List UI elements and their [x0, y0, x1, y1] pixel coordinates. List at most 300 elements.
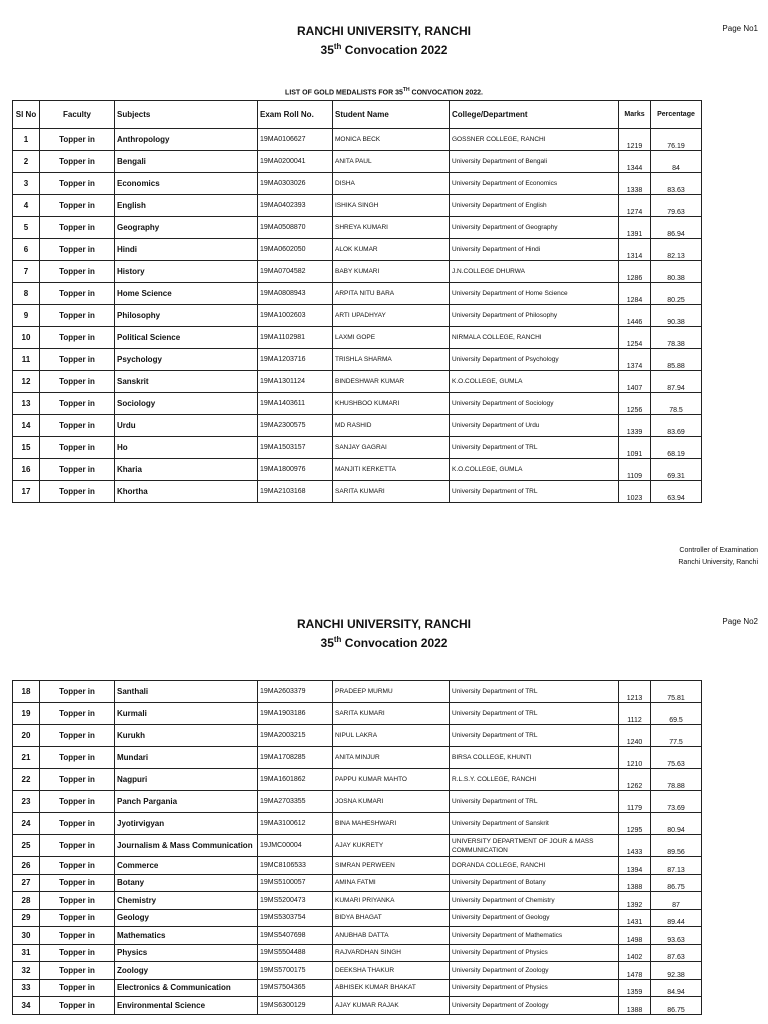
- cell-student: DEEKSHA THAKUR: [333, 962, 450, 980]
- table-row: [13, 217, 702, 239]
- cell-faculty: Topper in: [40, 305, 115, 327]
- list-title: LIST OF GOLD MEDALISTS FOR 35TH CONVOCATION 2022.: [285, 87, 483, 97]
- cell-subject: Hindi: [115, 239, 258, 261]
- table-row: [13, 349, 702, 371]
- cell-student: SARITA KUMARI: [333, 481, 450, 503]
- cell-roll: 19MS5303754: [258, 909, 333, 927]
- cell-marks: 1240: [619, 725, 651, 747]
- table-row: [13, 681, 702, 703]
- table-row: [13, 927, 702, 945]
- cell-roll: 19MA0704582: [258, 261, 333, 283]
- cell-college: K.O.COLLEGE, GUMLA: [450, 371, 619, 393]
- cell-faculty: Topper in: [40, 927, 115, 945]
- cell-percentage: 89.44: [651, 909, 702, 927]
- cell-roll: 19MA1903186: [258, 703, 333, 725]
- cell-roll: 19MA1708285: [258, 747, 333, 769]
- table-row: [13, 725, 702, 747]
- cell-roll: 19MS6300129: [258, 997, 333, 1015]
- cell-sl: 20: [13, 725, 40, 747]
- table-row: [13, 327, 702, 349]
- cell-sl: 25: [13, 835, 40, 857]
- cell-subject: Kurukh: [115, 725, 258, 747]
- cell-subject: Bengali: [115, 151, 258, 173]
- cell-student: TRISHLA SHARMA: [333, 349, 450, 371]
- cell-marks: 1109: [619, 459, 651, 481]
- cell-sl: 14: [13, 415, 40, 437]
- cell-marks: 1446: [619, 305, 651, 327]
- cell-marks: 1388: [619, 874, 651, 892]
- cell-student: DISHA: [333, 173, 450, 195]
- cell-roll: 19MS5200473: [258, 892, 333, 910]
- cell-student: KHUSHBOO KUMARI: [333, 393, 450, 415]
- cell-roll: 19MA1800976: [258, 459, 333, 481]
- cell-percentage: 89.56: [651, 835, 702, 857]
- cell-student: SHREYA KUMARI: [333, 217, 450, 239]
- cell-sl: 18: [13, 681, 40, 703]
- table-row: [13, 151, 702, 173]
- cell-student: JOSNA KUMARI: [333, 791, 450, 813]
- cell-subject: Commerce: [115, 857, 258, 875]
- cell-subject: Khortha: [115, 481, 258, 503]
- table-header: [13, 101, 702, 129]
- table-row: [13, 415, 702, 437]
- cell-subject: Mathematics: [115, 927, 258, 945]
- cell-marks: 1254: [619, 327, 651, 349]
- convocation-title: 35th Convocation 2022: [320, 42, 448, 57]
- cell-college: University Department of Geography: [450, 217, 619, 239]
- cell-college: University Department of TRL: [450, 681, 619, 703]
- header-faculty: Faculty: [40, 101, 115, 129]
- table-row: [13, 371, 702, 393]
- cell-percentage: 92.38: [651, 962, 702, 980]
- cell-subject: Jyotirvigyan: [115, 813, 258, 835]
- cell-subject: Psychology: [115, 349, 258, 371]
- cell-college: University Department of English: [450, 195, 619, 217]
- cell-faculty: Topper in: [40, 857, 115, 875]
- cell-faculty: Topper in: [40, 791, 115, 813]
- cell-marks: 1314: [619, 239, 651, 261]
- cell-sl: 21: [13, 747, 40, 769]
- header-roll: Exam Roll No.: [258, 101, 333, 129]
- table-row: [13, 437, 702, 459]
- cell-roll: 19MA1601862: [258, 769, 333, 791]
- table-row: [13, 481, 702, 503]
- cell-student: KUMARI PRIYANKA: [333, 892, 450, 910]
- university-title: RANCHI UNIVERSITY, RANCHI: [296, 24, 471, 38]
- cell-subject: Zoology: [115, 962, 258, 980]
- cell-faculty: Topper in: [40, 835, 115, 857]
- cell-student: ANITA PAUL: [333, 151, 450, 173]
- cell-faculty: Topper in: [40, 151, 115, 173]
- cell-sl: 1: [13, 129, 40, 151]
- cell-sl: 26: [13, 857, 40, 875]
- cell-college: University Department of Physics: [450, 979, 619, 997]
- cell-faculty: Topper in: [40, 874, 115, 892]
- cell-faculty: Topper in: [40, 962, 115, 980]
- cell-roll: 19MA1102981: [258, 327, 333, 349]
- cell-faculty: Topper in: [40, 892, 115, 910]
- cell-student: RAJVARDHAN SINGH: [333, 944, 450, 962]
- medalists-table-page-1: [12, 100, 702, 503]
- table-row: [13, 997, 702, 1015]
- table-row: [13, 979, 702, 997]
- cell-faculty: Topper in: [40, 703, 115, 725]
- cell-student: LAXMI GOPE: [333, 327, 450, 349]
- cell-subject: Mundari: [115, 747, 258, 769]
- cell-roll: 19MA0106627: [258, 129, 333, 151]
- cell-college: University Department of Philosophy: [450, 305, 619, 327]
- cell-faculty: Topper in: [40, 239, 115, 261]
- cell-college: University Department of Zoology: [450, 962, 619, 980]
- cell-college: K.O.COLLEGE, GUMLA: [450, 459, 619, 481]
- cell-college: UNIVERSITY DEPARTMENT OF JOUR & MASS COMMUNICATION: [450, 835, 619, 857]
- header-college: College/Department: [450, 101, 619, 129]
- cell-subject: Panch Pargania: [115, 791, 258, 813]
- cell-marks: 1388: [619, 997, 651, 1015]
- cell-percentage: 82.13: [651, 239, 702, 261]
- cell-roll: 19MA1503157: [258, 437, 333, 459]
- cell-student: MD RASHID: [333, 415, 450, 437]
- table-row: [13, 195, 702, 217]
- cell-percentage: 87.63: [651, 944, 702, 962]
- cell-student: ABHISEK KUMAR BHAKAT: [333, 979, 450, 997]
- cell-subject: Philosophy: [115, 305, 258, 327]
- cell-marks: 1023: [619, 481, 651, 503]
- cell-student: AMINA FATMI: [333, 874, 450, 892]
- table-row: [13, 283, 702, 305]
- cell-sl: 28: [13, 892, 40, 910]
- cell-faculty: Topper in: [40, 349, 115, 371]
- cell-percentage: 63.94: [651, 481, 702, 503]
- cell-percentage: 86.75: [651, 997, 702, 1015]
- page-number: Page No2: [722, 617, 758, 626]
- cell-percentage: 75.63: [651, 747, 702, 769]
- header-percentage: Percentage: [651, 101, 702, 129]
- cell-percentage: 69.31: [651, 459, 702, 481]
- table-row: [13, 791, 702, 813]
- cell-subject: Sociology: [115, 393, 258, 415]
- cell-sl: 3: [13, 173, 40, 195]
- cell-roll: 19MA2103168: [258, 481, 333, 503]
- cell-subject: Anthropology: [115, 129, 258, 151]
- cell-marks: 1219: [619, 129, 651, 151]
- cell-marks: 1394: [619, 857, 651, 875]
- cell-marks: 1344: [619, 151, 651, 173]
- cell-sl: 33: [13, 979, 40, 997]
- cell-college: University Department of Sanskrit: [450, 813, 619, 835]
- cell-percentage: 93.63: [651, 927, 702, 945]
- cell-percentage: 87: [651, 892, 702, 910]
- cell-faculty: Topper in: [40, 371, 115, 393]
- cell-student: NIPUL LAKRA: [333, 725, 450, 747]
- cell-student: ANITA MINJUR: [333, 747, 450, 769]
- cell-marks: 1112: [619, 703, 651, 725]
- cell-roll: 19MA0808943: [258, 283, 333, 305]
- cell-percentage: 69.5: [651, 703, 702, 725]
- cell-roll: 19MA1002603: [258, 305, 333, 327]
- convocation-title: 35th Convocation 2022: [320, 635, 448, 650]
- cell-roll: 19MA2003215: [258, 725, 333, 747]
- cell-student: ALOK KUMAR: [333, 239, 450, 261]
- cell-roll: 19MA2300575: [258, 415, 333, 437]
- cell-marks: 1359: [619, 979, 651, 997]
- cell-sl: 15: [13, 437, 40, 459]
- cell-percentage: 80.38: [651, 261, 702, 283]
- cell-student: PRADEEP MURMU: [333, 681, 450, 703]
- cell-marks: 1478: [619, 962, 651, 980]
- cell-roll: 19MA2603379: [258, 681, 333, 703]
- cell-faculty: Topper in: [40, 217, 115, 239]
- cell-roll: 19MS5504488: [258, 944, 333, 962]
- cell-student: BINA MAHESHWARI: [333, 813, 450, 835]
- cell-percentage: 87.13: [651, 857, 702, 875]
- table-row: [13, 129, 702, 151]
- cell-percentage: 73.69: [651, 791, 702, 813]
- cell-roll: 19MS5700175: [258, 962, 333, 980]
- cell-student: SANJAY GAGRAI: [333, 437, 450, 459]
- cell-subject: Chemistry: [115, 892, 258, 910]
- cell-sl: 9: [13, 305, 40, 327]
- cell-faculty: Topper in: [40, 195, 115, 217]
- cell-marks: 1498: [619, 927, 651, 945]
- cell-percentage: 86.75: [651, 874, 702, 892]
- cell-percentage: 87.94: [651, 371, 702, 393]
- cell-marks: 1392: [619, 892, 651, 910]
- table-row: [13, 747, 702, 769]
- university-title: RANCHI UNIVERSITY, RANCHI: [296, 617, 471, 631]
- footer-signature: Controller of Examination Ranchi University, Ranchi: [678, 547, 758, 566]
- cell-student: ISHIKA SINGH: [333, 195, 450, 217]
- cell-college: University Department of Physics: [450, 944, 619, 962]
- cell-percentage: 84.94: [651, 979, 702, 997]
- cell-marks: 1391: [619, 217, 651, 239]
- cell-college: University Department of Psychology: [450, 349, 619, 371]
- cell-college: University Department of TRL: [450, 437, 619, 459]
- cell-subject: Geography: [115, 217, 258, 239]
- cell-college: University Department of Botany: [450, 874, 619, 892]
- cell-sl: 7: [13, 261, 40, 283]
- cell-percentage: 90.38: [651, 305, 702, 327]
- cell-college: NIRMALA COLLEGE, RANCHI: [450, 327, 619, 349]
- header-subjects: Subjects: [115, 101, 258, 129]
- cell-sl: 8: [13, 283, 40, 305]
- cell-roll: 19MA1203716: [258, 349, 333, 371]
- cell-marks: 1433: [619, 835, 651, 857]
- cell-marks: 1286: [619, 261, 651, 283]
- cell-roll: 19MA0402393: [258, 195, 333, 217]
- cell-roll: 19MA1403611: [258, 393, 333, 415]
- cell-percentage: 76.19: [651, 129, 702, 151]
- cell-faculty: Topper in: [40, 261, 115, 283]
- cell-faculty: Topper in: [40, 725, 115, 747]
- cell-roll: 19MS5100057: [258, 874, 333, 892]
- cell-subject: Home Science: [115, 283, 258, 305]
- cell-faculty: Topper in: [40, 997, 115, 1015]
- cell-student: PAPPU KUMAR MAHTO: [333, 769, 450, 791]
- cell-sl: 24: [13, 813, 40, 835]
- cell-percentage: 85.88: [651, 349, 702, 371]
- cell-marks: 1256: [619, 393, 651, 415]
- cell-college: University Department of Bengali: [450, 151, 619, 173]
- cell-college: University Department of TRL: [450, 481, 619, 503]
- cell-roll: 19MS5407698: [258, 927, 333, 945]
- table-row: [13, 892, 702, 910]
- table-row: [13, 944, 702, 962]
- cell-subject: Urdu: [115, 415, 258, 437]
- cell-marks: 1338: [619, 173, 651, 195]
- page-number: Page No1: [722, 24, 758, 33]
- cell-percentage: 84: [651, 151, 702, 173]
- cell-student: BINDESHWAR KUMAR: [333, 371, 450, 393]
- cell-marks: 1407: [619, 371, 651, 393]
- cell-roll: 19MA2703355: [258, 791, 333, 813]
- cell-college: University Department of Hindi: [450, 239, 619, 261]
- cell-faculty: Topper in: [40, 813, 115, 835]
- cell-student: AJAY KUMAR RAJAK: [333, 997, 450, 1015]
- cell-subject: Political Science: [115, 327, 258, 349]
- table-row: [13, 305, 702, 327]
- cell-sl: 6: [13, 239, 40, 261]
- cell-faculty: Topper in: [40, 393, 115, 415]
- cell-faculty: Topper in: [40, 909, 115, 927]
- cell-sl: 12: [13, 371, 40, 393]
- cell-sl: 16: [13, 459, 40, 481]
- cell-faculty: Topper in: [40, 747, 115, 769]
- cell-faculty: Topper in: [40, 173, 115, 195]
- table-row: [13, 813, 702, 835]
- cell-percentage: 83.69: [651, 415, 702, 437]
- cell-marks: 1431: [619, 909, 651, 927]
- cell-college: DORANDA COLLEGE, RANCHI: [450, 857, 619, 875]
- cell-sl: 34: [13, 997, 40, 1015]
- cell-subject: Ho: [115, 437, 258, 459]
- cell-student: ARTI UPADHYAY: [333, 305, 450, 327]
- table-row: [13, 857, 702, 875]
- cell-marks: 1262: [619, 769, 651, 791]
- cell-subject: Santhali: [115, 681, 258, 703]
- table-row: [13, 962, 702, 980]
- table-row: [13, 703, 702, 725]
- table-row: [13, 835, 702, 857]
- cell-student: ANUBHAB DATTA: [333, 927, 450, 945]
- cell-college: University Department of Sociology: [450, 393, 619, 415]
- cell-marks: 1284: [619, 283, 651, 305]
- cell-roll: 19MA1301124: [258, 371, 333, 393]
- cell-student: BABY KUMARI: [333, 261, 450, 283]
- cell-roll: 19MA0602050: [258, 239, 333, 261]
- cell-sl: 17: [13, 481, 40, 503]
- cell-subject: Electronics & Communication: [115, 979, 258, 997]
- cell-marks: 1213: [619, 681, 651, 703]
- cell-percentage: 78.38: [651, 327, 702, 349]
- cell-sl: 2: [13, 151, 40, 173]
- cell-roll: 19MA0200041: [258, 151, 333, 173]
- cell-sl: 27: [13, 874, 40, 892]
- cell-sl: 23: [13, 791, 40, 813]
- cell-roll: 19MS7504365: [258, 979, 333, 997]
- cell-faculty: Topper in: [40, 681, 115, 703]
- header-sl: Sl No: [13, 101, 40, 129]
- cell-faculty: Topper in: [40, 415, 115, 437]
- cell-subject: Sanskrit: [115, 371, 258, 393]
- table-row: [13, 173, 702, 195]
- cell-sl: 13: [13, 393, 40, 415]
- cell-marks: 1179: [619, 791, 651, 813]
- cell-sl: 19: [13, 703, 40, 725]
- cell-faculty: Topper in: [40, 944, 115, 962]
- cell-college: BIRSA COLLEGE, KHUNTI: [450, 747, 619, 769]
- cell-subject: Journalism & Mass Communication: [115, 835, 258, 857]
- medalists-table-page-2: [12, 680, 702, 1015]
- cell-college: University Department of Home Science: [450, 283, 619, 305]
- cell-sl: 11: [13, 349, 40, 371]
- cell-student: MONICA BECK: [333, 129, 450, 151]
- cell-faculty: Topper in: [40, 129, 115, 151]
- cell-percentage: 77.5: [651, 725, 702, 747]
- cell-student: AJAY KUKRETY: [333, 835, 450, 857]
- cell-student: SARITA KUMARI: [333, 703, 450, 725]
- cell-roll: 19MC8106533: [258, 857, 333, 875]
- cell-roll: 19MA0508870: [258, 217, 333, 239]
- cell-percentage: 75.81: [651, 681, 702, 703]
- cell-college: GOSSNER COLLEGE, RANCHI: [450, 129, 619, 151]
- cell-college: University Department of Economics: [450, 173, 619, 195]
- cell-marks: 1091: [619, 437, 651, 459]
- cell-student: ARPITA NITU BARA: [333, 283, 450, 305]
- cell-marks: 1274: [619, 195, 651, 217]
- cell-percentage: 78.88: [651, 769, 702, 791]
- cell-marks: 1295: [619, 813, 651, 835]
- cell-roll: 19MA0303026: [258, 173, 333, 195]
- table-row: [13, 909, 702, 927]
- cell-percentage: 86.94: [651, 217, 702, 239]
- cell-subject: Economics: [115, 173, 258, 195]
- table-row: [13, 769, 702, 791]
- cell-college: University Department of TRL: [450, 703, 619, 725]
- cell-college: University Department of Zoology: [450, 997, 619, 1015]
- cell-subject: Kurmali: [115, 703, 258, 725]
- cell-subject: Environmental Science: [115, 997, 258, 1015]
- table-row: [13, 393, 702, 415]
- cell-marks: 1402: [619, 944, 651, 962]
- cell-percentage: 80.25: [651, 283, 702, 305]
- cell-subject: History: [115, 261, 258, 283]
- cell-college: University Department of TRL: [450, 725, 619, 747]
- cell-subject: Geology: [115, 909, 258, 927]
- table-row: [13, 261, 702, 283]
- cell-faculty: Topper in: [40, 979, 115, 997]
- cell-college: University Department of Urdu: [450, 415, 619, 437]
- cell-faculty: Topper in: [40, 327, 115, 349]
- cell-sl: 30: [13, 927, 40, 945]
- cell-student: SIMRAN PERWEEN: [333, 857, 450, 875]
- cell-college: J.N.COLLEGE DHURWA: [450, 261, 619, 283]
- table-row: [13, 874, 702, 892]
- cell-sl: 5: [13, 217, 40, 239]
- cell-subject: Botany: [115, 874, 258, 892]
- table-row: [13, 459, 702, 481]
- cell-college: University Department of Chemistry: [450, 892, 619, 910]
- cell-subject: Physics: [115, 944, 258, 962]
- cell-roll: 19MA3100612: [258, 813, 333, 835]
- cell-sl: 4: [13, 195, 40, 217]
- cell-percentage: 78.5: [651, 393, 702, 415]
- cell-faculty: Topper in: [40, 437, 115, 459]
- cell-student: BIDYA BHAGAT: [333, 909, 450, 927]
- cell-sl: 10: [13, 327, 40, 349]
- cell-sl: 29: [13, 909, 40, 927]
- cell-sl: 31: [13, 944, 40, 962]
